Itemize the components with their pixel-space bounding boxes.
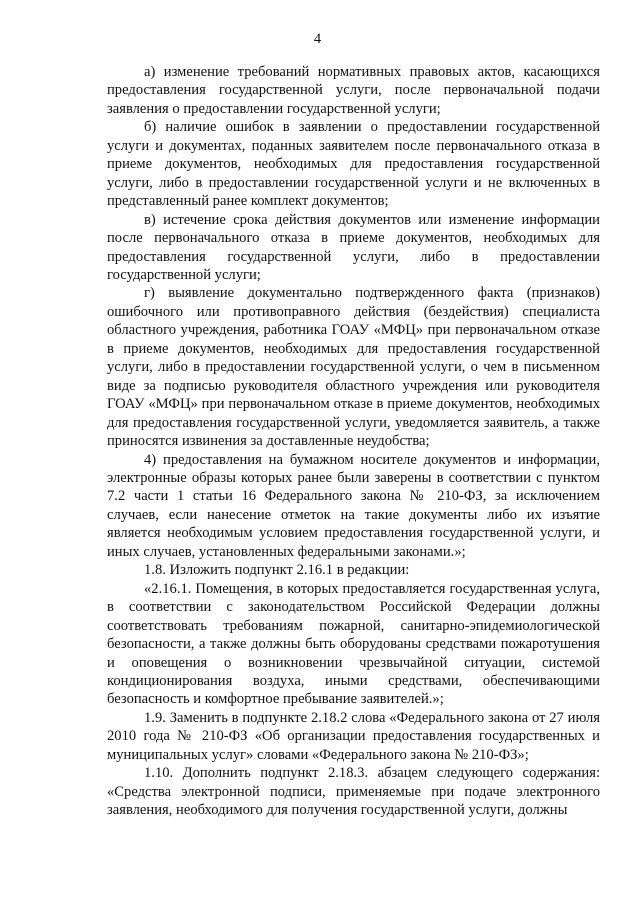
paragraph-clause-1-10: 1.10. Дополнить подпункт 2.18.3. абзацем следующего содержания: «Средства электронной подписи, применяемые при подаче электронного заявления, необходимого для получения государственной услуги, должны (107, 765, 600, 819)
paragraph-clause-1-8: 1.8. Изложить подпункт 2.16.1 в редакции: (144, 562, 410, 579)
paragraph-item-g: г) выявление документально подтвержденного факта (признаков) ошибочного или противоправного действия (бездействия) специалиста областного учреждения, работника ГОАУ «МФЦ» при первоначальном отказе в приеме документов, необходимых для предоставления государственной услуги, либо в предоставлении государственной услуги, о чем в письменном виде за подписью руководителя областного учреждения или руководителя ГОАУ «МФЦ» при первоначальном отказе в приеме документов, необходимых для предоставления государственной услуги, уведомляется заявитель, а также приносятся извинения за доставленные неудобства; (107, 285, 600, 450)
document-body (107, 63, 600, 820)
paragraph-clause-2-16-1: «2.16.1. Помещения, в которых предоставляется государственная услуга, в соответствии с законодательством Российской Федерации должны соответствовать требованиям пожарной, санитарно-эпидемиологической безопасности, а также должны быть оборудованы средствами пожаротушения и оповещения о возникновении чрезвычайной ситуации, системой кондиционирования воздуха, иными средствами, обеспечивающими безопасность и комфортное пребывание заявителей.»; (107, 580, 600, 708)
page-number: 4 (313, 31, 322, 47)
paragraph-item-b: б) наличие ошибок в заявлении о предоставлении государственной услуги и документах, поданных заявителем после первоначального отказа в приеме документов, необходимых для предоставления государственной услуги, либо в предоставлении государственной услуги и не включенных в представленный ранее комплект документов; (107, 119, 600, 210)
paragraph-item-a: а) изменение требований нормативных правовых актов, касающихся предоставления государственной услуги, после первоначальной подачи заявления о предоставлении государственной услуги; (107, 64, 600, 117)
paragraph-item-v: в) истечение срока действия документов или изменение информации после первоначального отказа в приеме документов, необходимых для предоставления государственной услуги, либо в предоставлении государственной услуги; (107, 211, 600, 283)
paragraph-item-4: 4) предоставления на бумажном носителе документов и информации, электронные образы которых ранее были заверены в соответствии с пунктом 7.2 части 1 статьи 16 Федерального закона № 210-ФЗ, за исключением случаев, если нанесение отметок на такие документы либо их изъятие является необходимым условием предоставления государственной услуги, и иных случаев, установленных федеральными законами.»; (107, 451, 600, 560)
paragraph-clause-1-9: 1.9. Заменить в подпункте 2.18.2 слова «Федерального закона от 27 июля 2010 года № 210-ФЗ «Об организации предоставления государственных и муниципальных услуг» словами «Федерального закона № 210-ФЗ»; (107, 709, 600, 763)
